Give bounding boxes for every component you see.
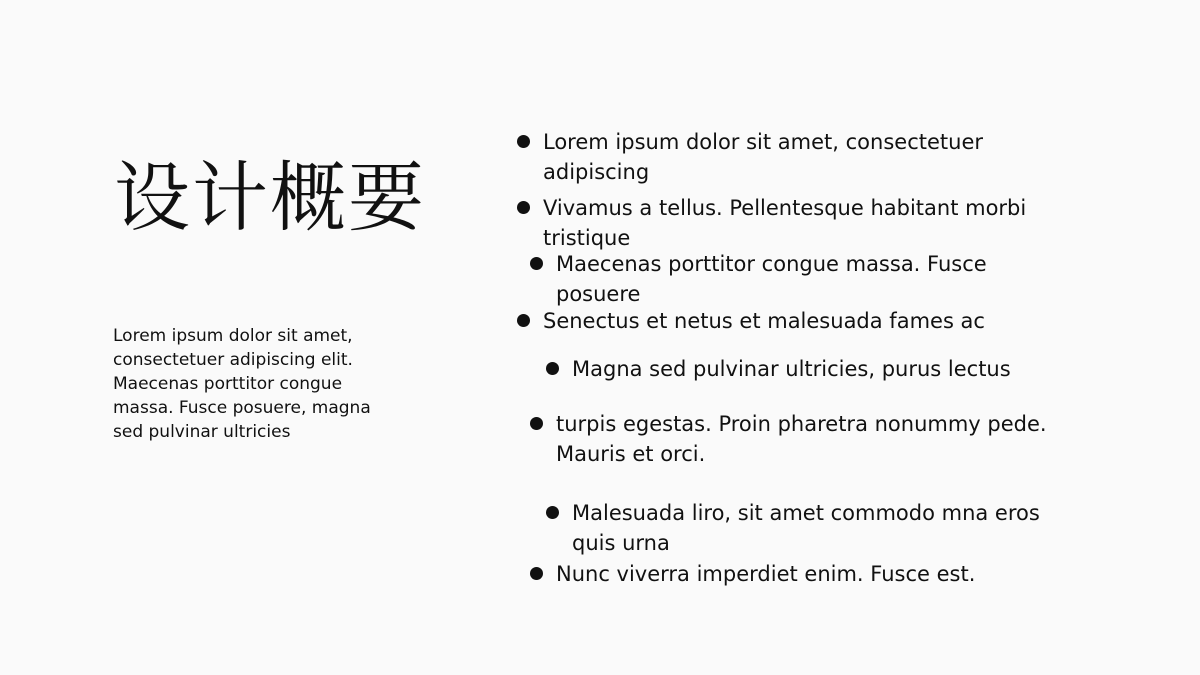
bullet-dot-icon [546, 362, 559, 375]
bullet-item [556, 409, 1076, 469]
bullet-dot-icon [517, 201, 530, 214]
bullet-item [572, 498, 1072, 558]
slide-title: 设计概要 [114, 153, 426, 242]
bullet-item [556, 559, 1056, 589]
bullet-dot-icon [530, 567, 543, 580]
bullet-text: Vivamus a tellus. Pellentesque habitant morbi tristique [543, 196, 1027, 250]
bullet-item [572, 354, 1042, 384]
bullet-dot-icon [530, 257, 543, 270]
bullet-dot-icon [530, 417, 543, 430]
bullet-dot-icon [517, 314, 530, 327]
bullet-text: turpis egestas. Proin pharetra nonummy pede. Mauris et orci. [556, 412, 1047, 466]
bullet-text: Magna sed pulvinar ultricies, purus lectus [572, 357, 1011, 381]
intro-paragraph: Lorem ipsum dolor sit amet, consectetuer adipiscing elit. Maecenas porttitor congue massa. Fusce posuere, magna sed pulvinar ultricies [113, 326, 371, 442]
bullet-text: Lorem ipsum dolor sit amet, consectetuer adipiscing [543, 130, 983, 184]
bullet-item [556, 249, 1006, 309]
bullet-text: Nunc viverra imperdiet enim. Fusce est. [556, 562, 976, 586]
bullet-dot-icon [517, 135, 530, 148]
bullet-item [543, 306, 1043, 336]
bullet-item [543, 193, 1043, 253]
bullet-dot-icon [546, 506, 559, 519]
bullet-text: Maecenas porttitor congue massa. Fusce posuere [556, 252, 987, 306]
bullet-text: Senectus et netus et malesuada fames ac [543, 309, 985, 333]
bullet-item [543, 127, 1003, 187]
bullet-text: Malesuada liro, sit amet commodo mna eros quis urna [572, 501, 1040, 555]
